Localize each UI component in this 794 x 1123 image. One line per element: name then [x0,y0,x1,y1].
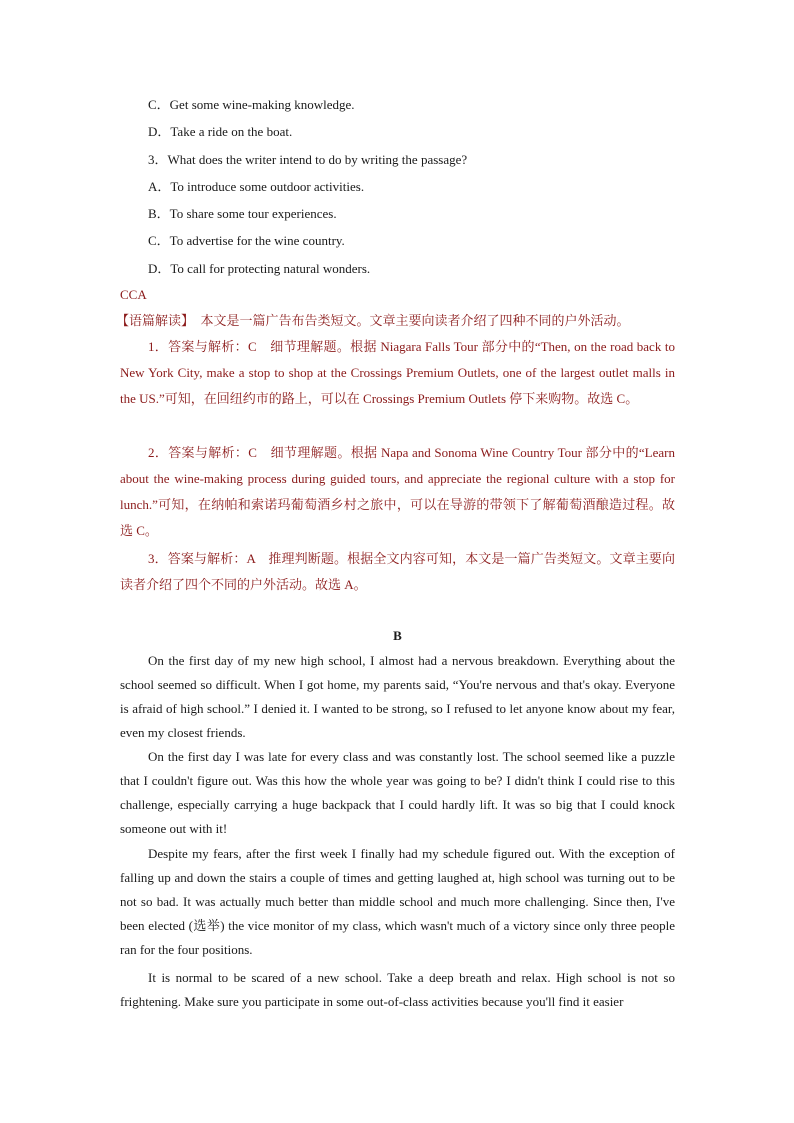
passage-paragraph: Despite my fears, after the first week I finally had my schedule figured out. With the exception of falling up and down the stairs a couple of times and getting laughed at, high school was turning out to be not so bad. It was actually much better than middle school and much more challenging. Since then, I've been elected (选举) the vice monitor of my class, which wasn't much of a victory since only three people ran for the four positions. [120,846,675,957]
answer-key: CCA [120,287,147,302]
option-c-prev: C．Get some wine-making knowledge. [148,97,355,112]
passage-paragraph: It is normal to be scared of a new school. Take a deep breath and relax. High school is not so frightening. Make sure you participate in some out-of-class activities because you'll find it easier [120,970,675,1009]
analysis-answer-2: 2．答案与解析：C 细节理解题。根据 Napa and Sonoma Wine Country Tour 部分中的“Learn about the wine-making process during guided tours, and appreciate the regional culture with a stop for lunch.”可知，在纳帕和索诺玛葡萄酒乡村之旅中，可以在导游的带领下了解葡萄酒酿造过程。故选 C。 [120,445,675,538]
analysis-answer-1: 1．答案与解析：C 细节理解题。根据 Niagara Falls Tour 部分中的“Then, on the road back to New York City, make a stop to shop at the Crossings Premium Outlets, one of the largest outlet malls in the US.”可知，在回纽约市的路上，可以在 Crossings Premium Outlets 停下来购物。故选 C。 [120,339,675,406]
option-c: C．To advertise for the wine country. [148,233,345,248]
question-3: 3．What does the writer intend to do by writing the passage? [148,152,468,167]
option-a: A．To introduce some outdoor activities. [148,179,365,194]
analysis-answer-3: 3．答案与解析：A 推理判断题。根据全文内容可知，本文是一篇广告类短文。文章主要向读者介绍了四个不同的户外活动。故选 A。 [120,551,675,592]
option-d: D．To call for protecting natural wonders. [148,261,371,276]
option-b: B．To share some tour experiences. [148,206,337,221]
passage-paragraph: On the first day I was late for every class and was constantly lost. The school seemed like a puzzle that I couldn't figure out. Was this how the whole year was going to be? I didn't think I could rise to this challenge, especially carrying a huge backpack that I could hardly lift. It was so big that I could knock someone out with it! [120,749,675,836]
analysis-title: 【语篇解读】 本文是一篇广告布告类短文。文章主要向读者介绍了四种不同的户外活动。 [116,313,630,328]
passage-paragraph: On the first day of my new high school, I almost had a nervous breakdown. Everything about the school seemed so difficult. When I got home, my parents said, “You're nervous and that's okay. Everyone is afraid of high school.” I denied it. I wanted to be strong, so I refused to let anyone know about my fear, even my closest friends. [120,653,675,740]
option-d-prev: D．Take a ride on the boat. [148,124,293,139]
passage-heading: B [393,628,402,643]
